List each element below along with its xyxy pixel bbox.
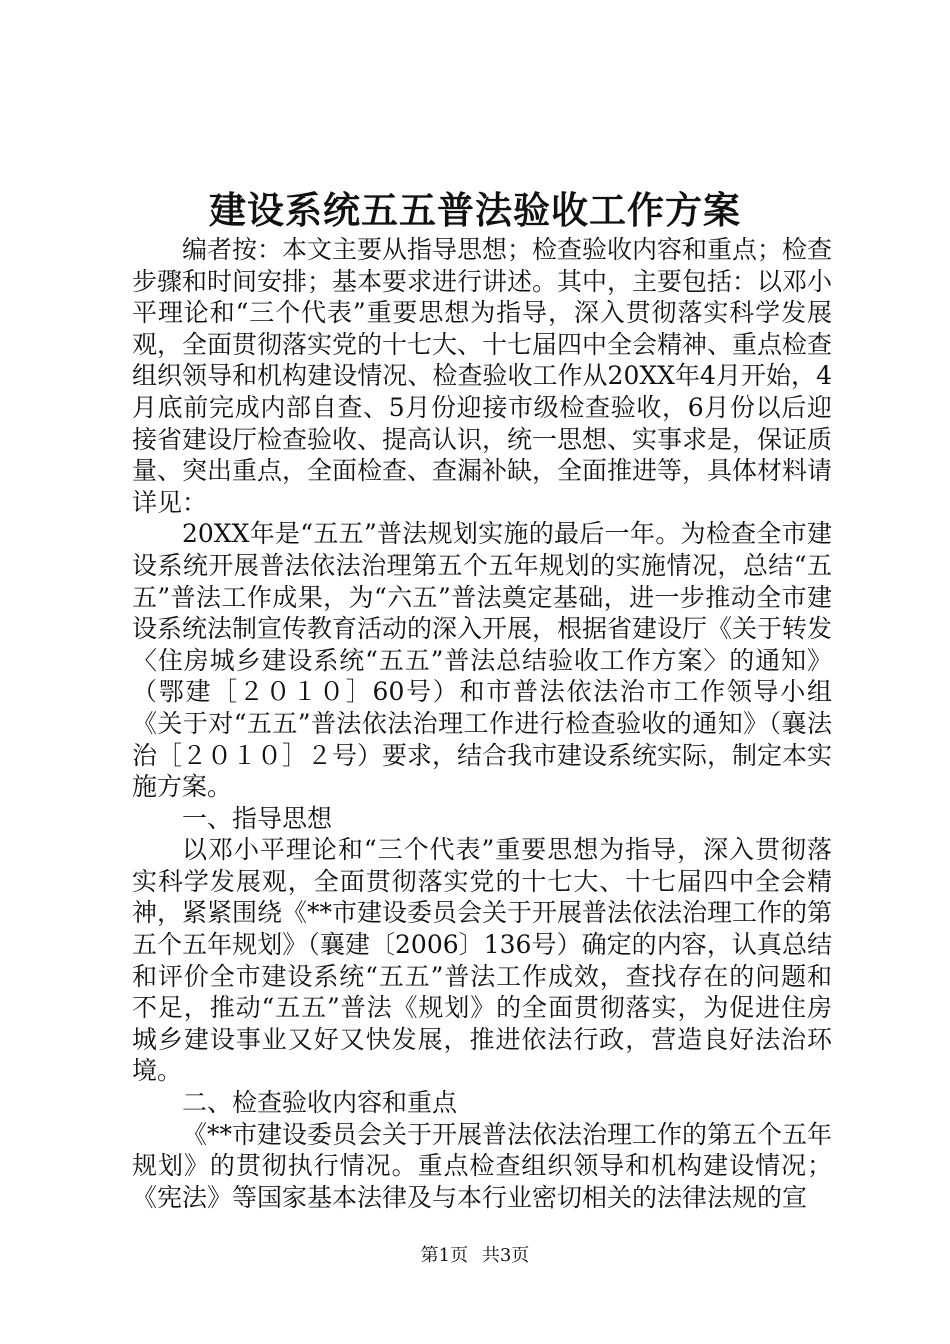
document-title: 建设系统五五普法验收工作方案	[209, 188, 741, 232]
page-footer	[0, 1244, 950, 1268]
intro-paragraph: 20XX年是“五五”普法规划实施的最后一年。为检查全市建设系统开展普法依法治理第五个五年规划的实施情况，总结“五五”普法工作成果，为“六五”普法奠定基础，进一步推动全市建设系统法制宣传教育活动的深入开展，根据省建设厅《关于转发〈住房城乡建设系统“五五”普法总结验收工作方案〉的通知》（鄂建［２０１０］60号）和市普法依法治市工作领导小组《关于对“五五”普法依法治理工作进行检查验收的通知》（襄法治［２０１０］２号）要求，结合我市建设系统实际，制定本实施方案。	[132, 519, 833, 802]
page-number: 第1页	[420, 1245, 469, 1266]
inspection-content-paragraph: 《**市建设委员会关于开展普法依法治理工作的第五个五年规划》的贯彻执行情况。重点检查组织领导和机构建设情况；《宪法》等国家基本法律及与本行业密切相关的法律法规的宣	[132, 1119, 833, 1212]
document-body	[132, 234, 832, 1213]
page-total: 共3页	[481, 1245, 530, 1266]
section-heading-guiding-ideology: 一、指导思想	[182, 803, 333, 833]
guiding-ideology-paragraph: 以邓小平理论和“三个代表”重要思想为指导，深入贯彻落实科学发展观，全面贯彻落实党的十七大、十七届四中全会精神，紧紧围绕《**市建设委员会关于开展普法依法治理工作的第五个五年规划》（襄建〔2006〕136号）确定的内容，认真总结和评价全市建设系统“五五”普法工作成效，查找存在的问题和不足，推动“五五”普法《规划》的全面贯彻落实，为促进住房城乡建设事业又好又快发展，推进依法行政，营造良好法治环境。	[132, 835, 833, 1086]
section-heading-inspection-content: 二、检查验收内容和重点	[182, 1088, 458, 1118]
editor-note-paragraph: 编者按：本文主要从指导思想；检查验收内容和重点；检查步骤和时间安排；基本要求进行讲述。其中，主要包括：以邓小平理论和“三个代表”重要思想为指导，深入贯彻落实科学发展观，全面贯彻落实党的十七大、十七届四中全会精神、重点检查组织领导和机构建设情况、检查验收工作从20XX年4月开始，4月底前完成内部自查、5月份迎接市级检查验收，6月份以后迎接省建设厅检查验收、提高认识，统一思想、实事求是，保证质量、突出重点，全面检查、查漏补缺，全面推进等，具体材料请详见：	[132, 235, 833, 517]
